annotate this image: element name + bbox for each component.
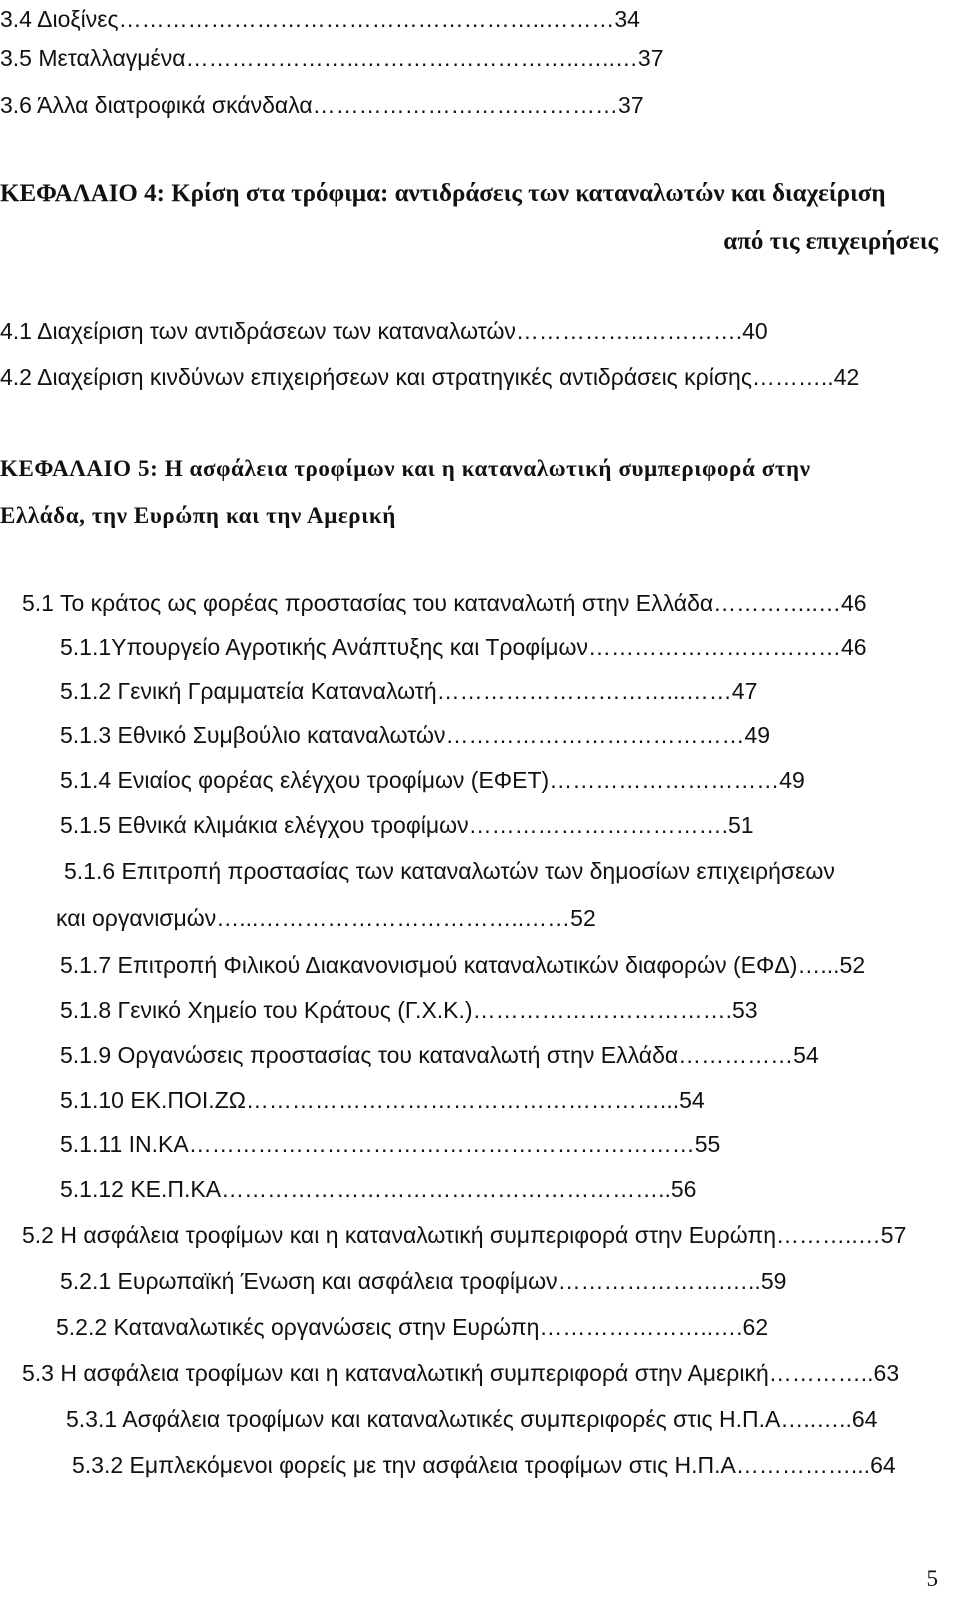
- toc-entry-5-2: [22, 1222, 906, 1249]
- toc-entry-5-1: [22, 590, 867, 617]
- toc-entry-text: 5.2 Η ασφάλεια τροφίμων και η καταναλωτική συμπεριφορά στην Ευρώπη………..…57: [22, 1222, 907, 1248]
- toc-entry-5-1-1: [60, 634, 867, 661]
- chapter-4-heading-line1: ΚΕΦΑΛΑΙΟ 4: Κρίση στα τρόφιμα: αντιδράσεις των καταναλωτών και διαχείριση: [0, 180, 886, 207]
- toc-entry-5-1-6-line1: 5.1.6 Επιτροπή προστασίας των καταναλωτών των δημοσίων επιχειρήσεων: [64, 858, 835, 884]
- toc-entry-text: 5.3.1 Ασφάλεια τροφίμων και καταναλωτικές συμπεριφορές στις Η.Π.Α…..…..64: [66, 1406, 878, 1432]
- toc-entry-text: 5.1 Το κράτος ως φορέας προστασίας του καταναλωτή στην Ελλάδα…………..…46: [22, 590, 867, 616]
- chapter-5-heading-line2: Ελλάδα, την Ευρώπη και την Αμερική: [0, 503, 396, 528]
- toc-entry-text: και οργανισμών…...……………………………..……52: [56, 905, 596, 931]
- toc-entry-5-1-6-line2: [56, 905, 596, 932]
- toc-entry-text: 5.3.2 Εμπλεκόμενοι φορείς με την ασφάλεια τροφίμων στις Η.Π.Α……………...64: [72, 1452, 896, 1478]
- toc-entry-5-3: [22, 1360, 899, 1387]
- toc-entry-5-1-7: [60, 952, 865, 979]
- toc-entry-4-2: [0, 364, 859, 391]
- toc-entry-4-1: [0, 318, 768, 345]
- toc-entry-5-1-11: [60, 1131, 720, 1158]
- toc-entry-5-1-2: [60, 678, 757, 705]
- toc-entry-text: 5.1.3 Εθνικό Συμβούλιο καταναλωτών…………………………………49: [60, 722, 771, 748]
- toc-entry-5-1-9: [60, 1042, 819, 1069]
- chapter-4-heading-line2: από τις επιχειρήσεις: [723, 228, 938, 255]
- toc-entry-text: 5.1.11 ΙΝ.ΚΑ…………………………………………………………55: [60, 1131, 721, 1157]
- page-number: 5: [926, 1566, 938, 1591]
- toc-entry-text: 5.1.4 Ενιαίος φορέας ελέγχου τροφίμων (ΕΦΕΤ)…………………………49: [60, 767, 805, 793]
- toc-entry-text: 3.4 Διοξίνες………………………………………………..………34: [0, 6, 640, 32]
- toc-entry-text: 5.1.1Υπουργείο Αγροτικής Ανάπτυξης και Τροφίμων……………………………46: [60, 634, 867, 660]
- chapter-5-heading-line1: ΚΕΦΑΛΑΙΟ 5: Η ασφάλεια τροφίμων και η καταναλωτική συμπεριφορά στην: [0, 456, 811, 481]
- toc-entry-text: 4.2 Διαχείριση κινδύνων επιχειρήσεων και στρατηγικές αντιδράσεις κρίσης………..42: [0, 364, 860, 390]
- toc-entry-text: 4.1 Διαχείριση των αντιδράσεων των καταναλωτών……………..………….40: [0, 318, 768, 344]
- toc-entry-5-3-1: [66, 1406, 877, 1433]
- toc-entry-text: 5.1.10 ΕΚ.ΠΟΙ.ΖΩ………………………………………………...54: [60, 1087, 705, 1113]
- toc-entry-5-1-4: [60, 767, 805, 794]
- toc-entry-3-4: [0, 6, 640, 33]
- toc-entry-text: 5.1.12 ΚΕ.Π.ΚΑ…………………………………………………..56: [60, 1176, 697, 1202]
- toc-entry-text: 5.1.2 Γενική Γραμματεία Καταναλωτή…………………………...……47: [60, 678, 758, 704]
- toc-entry-text: 5.1.5 Εθνικά κλιμάκια ελέγχου τροφίμων…………………………….51: [60, 812, 754, 838]
- toc-entry-3-6: [0, 92, 644, 119]
- toc-entry-text: 5.1.8 Γενικό Χημείο του Κράτους (Γ.Χ.Κ.)…………………………….53: [60, 997, 758, 1023]
- toc-entry-5-1-5: [60, 812, 754, 839]
- toc-entry-text: 5.1.7 Επιτροπή Φιλικού Διακανονισμού καταναλωτικών διαφορών (ΕΦΔ)…...52: [60, 952, 866, 978]
- toc-entry-5-1-10: [60, 1087, 705, 1114]
- toc-entry-5-2-1: [60, 1268, 786, 1295]
- toc-entry-5-1-8: [60, 997, 758, 1024]
- toc-entry-text: 5.1.9 Οργανώσεις προστασίας του καταναλωτή στην Ελλάδα……………54: [60, 1042, 819, 1068]
- toc-entry-3-5: [0, 45, 664, 72]
- toc-entry-text: 5.2.2 Καταναλωτικές οργανώσεις στην Ευρώπη…………………..….62: [56, 1314, 769, 1340]
- toc-entry-text: 3.5 Μεταλλαγμένα…………………..………………………..…..…37: [0, 45, 664, 71]
- toc-entry-5-1-12: [60, 1176, 696, 1203]
- toc-entry-5-3-2: [72, 1452, 896, 1479]
- toc-entry-text: 5.2.1 Ευρωπαϊκή Ένωση και ασφάλεια τροφίμων………………….…..59: [60, 1268, 787, 1294]
- toc-entry-text: 3.6 Άλλα διατροφικά σκάνδαλα……………………….…………37: [0, 92, 644, 118]
- toc-entry-5-1-3: [60, 722, 770, 749]
- toc-entry-5-2-2: [56, 1314, 768, 1341]
- toc-entry-text: 5.3 Η ασφάλεια τροφίμων και η καταναλωτική συμπεριφορά στην Αμερική…………..63: [22, 1360, 900, 1386]
